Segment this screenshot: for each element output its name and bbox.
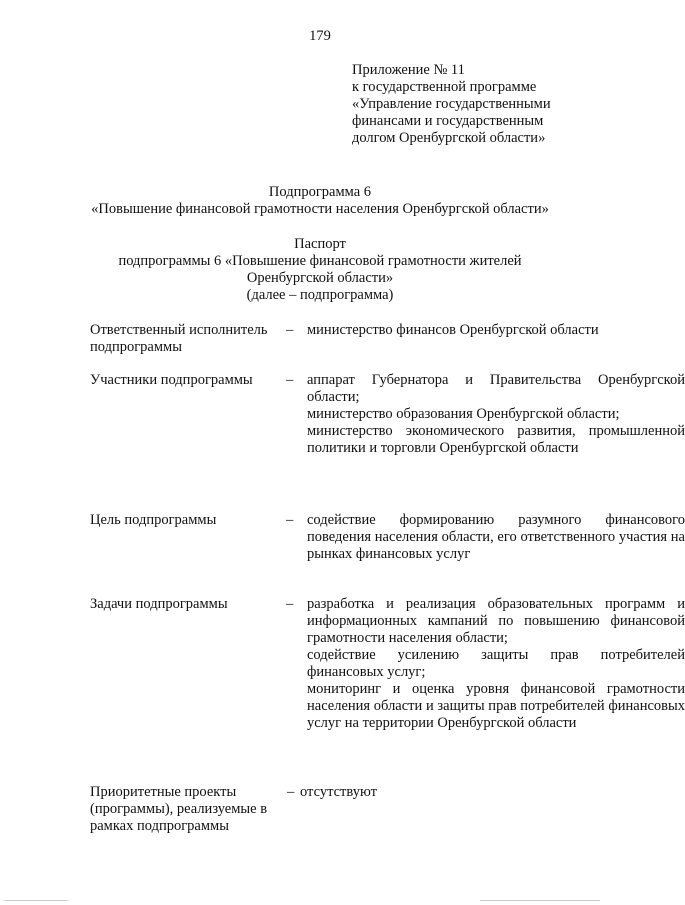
row-dash: –	[287, 784, 295, 800]
appendix-block	[352, 62, 622, 147]
row-label: Цель подпрограммы	[90, 512, 217, 528]
footer-divider	[4, 900, 68, 901]
subprogram-heading	[0, 184, 640, 218]
appendix-line: долгом Оренбургской области»	[352, 130, 546, 146]
row-dash: –	[286, 372, 294, 388]
subprogram-title: Подпрограмма 6	[268, 184, 372, 200]
row-value	[307, 596, 685, 732]
row-value-item: отсутствуют	[300, 784, 377, 800]
row-label: Приоритетные проекты (программы), реализуемые в рамках подпрограммы	[90, 784, 268, 834]
row-value	[307, 322, 685, 339]
row-value-item: аппарат Губернатора и Правительства Оренбургской области;	[307, 372, 685, 405]
row-value-item: министерство экономического развития, промышленной политики и торговли Оренбургской области	[307, 423, 685, 456]
row-dash: –	[286, 512, 294, 528]
passport-line: Оренбургской области»	[246, 270, 394, 286]
row-value-item: содействие усилению защиты прав потребителей финансовых услуг;	[307, 647, 685, 680]
row-label: Задачи подпрограммы	[90, 596, 228, 612]
row-label: Ответственный исполнитель подпрограммы	[90, 322, 268, 355]
passport-heading	[0, 236, 640, 304]
passport-title: Паспорт	[294, 236, 346, 252]
appendix-line: финансами и государственным	[352, 113, 544, 129]
appendix-line: к государственной программе	[352, 79, 537, 95]
passport-line: (далее – подпрограмма)	[246, 287, 394, 303]
appendix-line: Приложение № 11	[352, 62, 465, 78]
row-dash: –	[286, 322, 294, 338]
row-value-item: содействие формированию разумного финансового поведения населения области, его ответственного участия на рынках финансовых услуг	[307, 512, 685, 562]
footer-divider	[480, 900, 600, 901]
row-value	[300, 784, 678, 801]
row-value	[307, 512, 685, 563]
row-dash: –	[286, 596, 294, 612]
row-value-item: мониторинг и оценка уровня финансовой грамотности населения области и защиты прав потребителей финансовых услуг на территории Оренбургской области	[307, 681, 685, 731]
row-value-item: министерство финансов Оренбургской области	[307, 322, 599, 338]
row-value	[307, 372, 685, 457]
row-value-item: разработка и реализация образовательных программ и информационных кампаний по повышению финансовой грамотности населения области;	[307, 596, 685, 646]
appendix-line: «Управление государственными	[352, 96, 551, 112]
passport-line: подпрограммы 6 «Повышение финансовой грамотности жителей	[118, 253, 522, 269]
row-label: Участники подпрограммы	[90, 372, 253, 388]
row-value-item: министерство образования Оренбургской области;	[307, 406, 620, 422]
subprogram-name: «Повышение финансовой грамотности населения Оренбургской области»	[91, 201, 549, 217]
page-number: 179	[309, 28, 331, 44]
